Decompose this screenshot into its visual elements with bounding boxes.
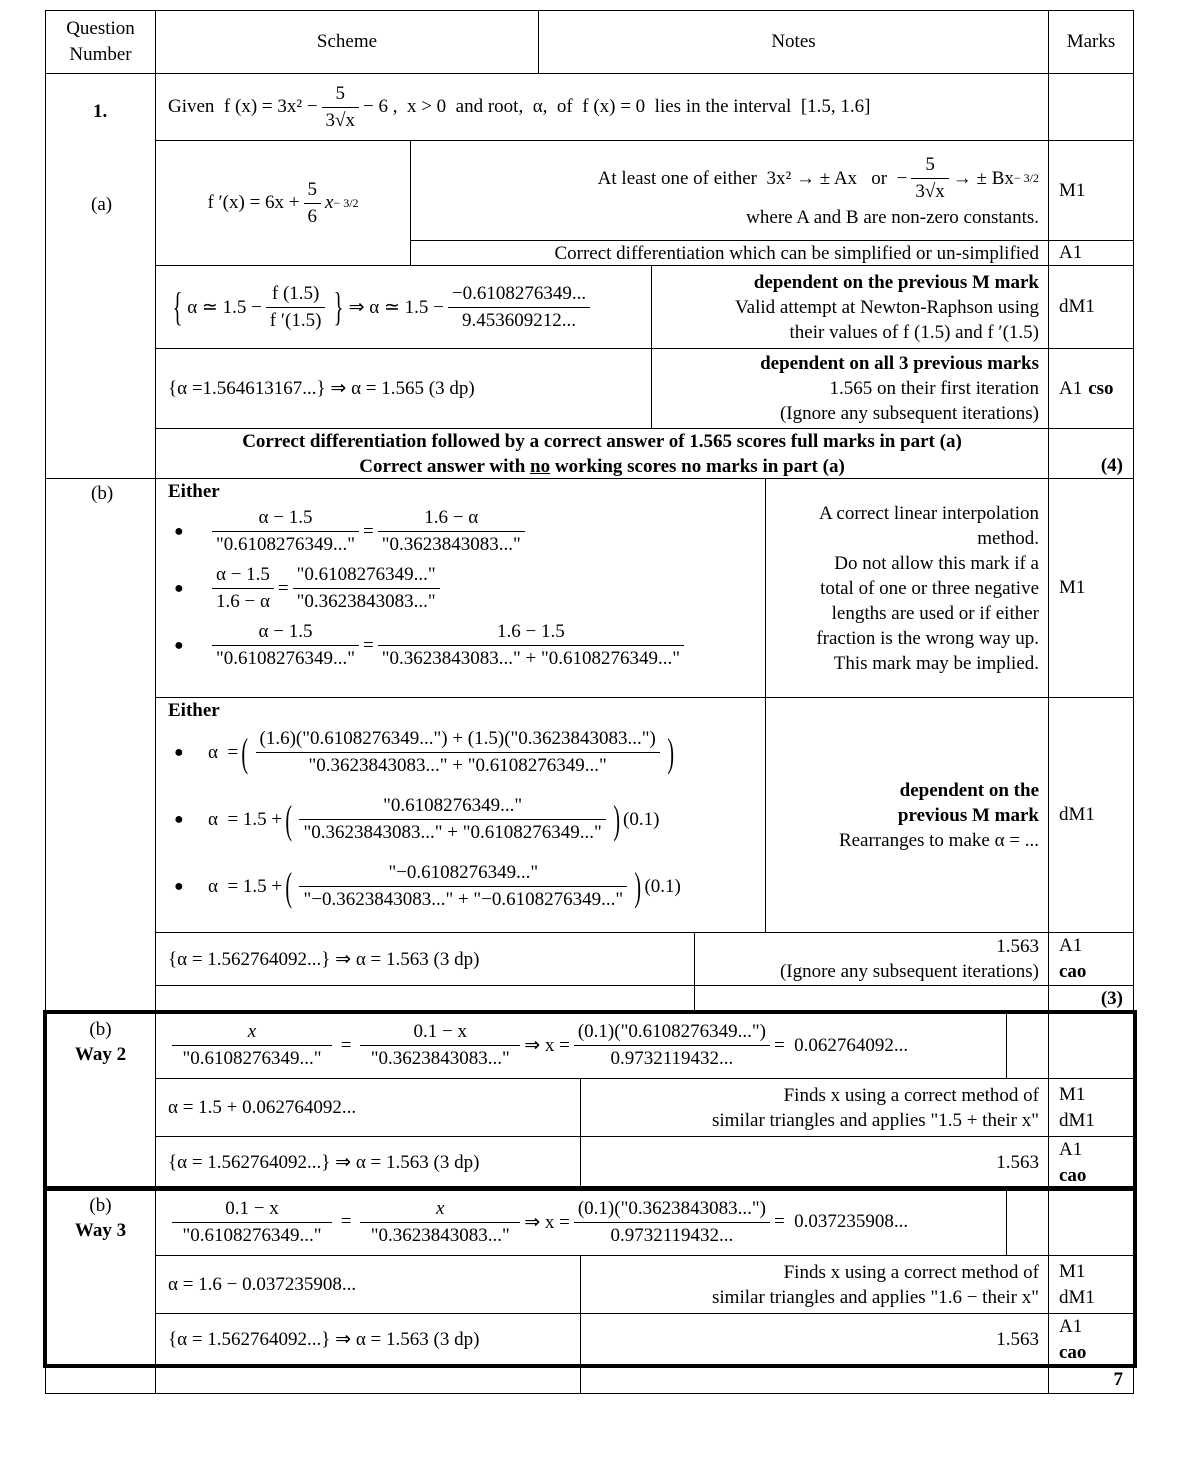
bullet-icon: ● xyxy=(174,579,184,597)
bullet-item xyxy=(168,562,765,615)
mark-cell xyxy=(1048,265,1134,349)
note-line2: where A and B are non-zero constants. xyxy=(746,206,1039,228)
suffix: (0.1) xyxy=(644,875,681,897)
part-b-label: (b) xyxy=(91,483,114,504)
given-statement xyxy=(155,73,1049,141)
mark-cell xyxy=(1048,1078,1134,1137)
numerator: (1.6)("0.6108276349...") + (1.5)("0.3623843083...") xyxy=(256,726,660,753)
empty-cell xyxy=(1006,1188,1049,1256)
numerator: x xyxy=(360,1196,520,1223)
numerator: α − 1.5 xyxy=(212,562,274,589)
fraction xyxy=(293,562,440,615)
numerator: α − 1.5 xyxy=(212,505,359,532)
left-paren: ( xyxy=(241,729,249,775)
operator: = xyxy=(363,520,374,542)
fraction xyxy=(360,1196,520,1249)
note-line: previous M mark xyxy=(897,804,1039,826)
mark-dm1: dM1 xyxy=(1059,1286,1095,1308)
result: = 0.037235908... xyxy=(773,1211,909,1232)
denominator: "0.3623843083..." xyxy=(381,534,521,555)
mark-a1: A1 xyxy=(1059,935,1083,956)
denominator: 0.9732119432... xyxy=(610,1224,734,1246)
grand-total xyxy=(1048,1365,1134,1394)
bullet-icon: ● xyxy=(174,636,184,654)
mark-suffix: cao xyxy=(1059,1341,1087,1363)
denominator: 9.453609212... xyxy=(462,309,577,331)
a1-notes xyxy=(651,348,1049,429)
total-b: (3) xyxy=(1100,987,1123,1009)
dm1-notes xyxy=(651,265,1049,349)
fraction xyxy=(574,1019,770,1072)
note-line: 1.565 on their first iteration xyxy=(829,378,1039,399)
way2-label-cell xyxy=(45,1012,156,1189)
note-line: 1.563 xyxy=(996,1152,1039,1173)
denominator: "0.3623843083..." xyxy=(296,591,436,612)
fraction xyxy=(360,1019,520,1072)
denominator: "0.6108276349..." xyxy=(182,1224,322,1246)
part-a-summary xyxy=(155,428,1049,479)
denominator: 1.6 − α xyxy=(216,591,270,612)
summary-line2 xyxy=(359,454,845,479)
mark-cell xyxy=(1048,932,1134,986)
nr-fraction-1 xyxy=(266,281,326,334)
fraction xyxy=(212,562,274,615)
mark-dm1: dM1 xyxy=(1059,296,1095,317)
nr-mid: ⇒ α ≃ 1.5 − xyxy=(348,296,444,318)
fraction xyxy=(299,793,605,846)
note-line: similar triangles and applies "1.6 − their x" xyxy=(712,1286,1039,1308)
mark-cell xyxy=(1048,1136,1134,1189)
grand-total-value: 7 xyxy=(1113,1368,1123,1390)
way2-notes xyxy=(580,1078,1049,1137)
mark-a1: A1 xyxy=(1059,377,1083,399)
mark-dm1: dM1 xyxy=(1059,1109,1095,1131)
denominator: "0.6108276349..." xyxy=(182,1048,322,1069)
fraction xyxy=(574,1196,770,1249)
nr-pre: α ≃ 1.5 − xyxy=(187,296,262,318)
numerator: 5 xyxy=(322,81,359,108)
mark-cell xyxy=(1048,240,1134,266)
note-line: Rearranges to make α = ... xyxy=(838,829,1039,851)
empty-cell xyxy=(1048,1012,1134,1079)
total-a: (4) xyxy=(1100,455,1123,476)
header-question-line2: Number xyxy=(69,44,132,65)
numerator: "−0.6108276349..." xyxy=(299,860,627,887)
mark-dm1: dM1 xyxy=(1059,804,1095,825)
header-question-line1: Question xyxy=(66,18,135,39)
fraction xyxy=(212,505,359,558)
numerator: (0.1)("0.6108276349...") xyxy=(574,1019,770,1046)
bullet-icon: ● xyxy=(174,877,184,895)
question-cell-a xyxy=(45,73,156,479)
operator: = xyxy=(277,577,289,599)
denominator: "0.3623843083..." xyxy=(370,1048,510,1069)
mark-m1: M1 xyxy=(1059,1260,1086,1282)
nr-fraction-2 xyxy=(448,281,590,334)
answer-text: {α =1.564613167...} ⇒ α = 1.565 (3 dp) xyxy=(168,378,475,399)
note-line: Valid attempt at Newton-Raphson using xyxy=(735,296,1039,318)
a1-note xyxy=(410,240,1049,266)
fraction xyxy=(299,860,627,913)
note-line: method. xyxy=(977,527,1039,549)
empty-cell xyxy=(1006,1012,1049,1079)
rearrange-notes xyxy=(765,697,1049,933)
marks-empty xyxy=(1048,73,1134,141)
mark-m1: M1 xyxy=(1059,1083,1086,1105)
scheme-text: α = 1.5 + 0.062764092... xyxy=(168,1096,357,1118)
bullet-icon: ● xyxy=(174,810,184,828)
empty-cell xyxy=(580,1365,1049,1394)
part-label: (b) xyxy=(89,1195,112,1216)
note-post: → ± Bx xyxy=(952,167,1014,189)
denominator: "0.6108276349..." xyxy=(216,648,356,669)
note-line: A correct linear interpolation xyxy=(819,502,1039,524)
numerator: 5 xyxy=(304,177,322,204)
note-line: 1.563 xyxy=(996,1329,1039,1350)
way3-equation xyxy=(155,1188,1007,1256)
numerator: 1.6 − 1.5 xyxy=(378,619,684,646)
header-scheme: Scheme xyxy=(155,10,539,74)
answer-scheme xyxy=(155,932,695,986)
note-line: (Ignore any subsequent iterations) xyxy=(779,961,1039,982)
way3-answer-note xyxy=(580,1313,1049,1366)
note-pre: At least one of either 3x² → ± Ax or − xyxy=(597,167,908,189)
way3-notes xyxy=(580,1255,1049,1314)
derivative-fraction xyxy=(304,177,322,230)
denominator: "0.6108276349..." xyxy=(216,534,356,555)
numerator: −0.6108276349... xyxy=(448,281,590,308)
fraction xyxy=(172,1196,332,1249)
answer-scheme xyxy=(155,348,652,429)
fraction xyxy=(212,619,359,672)
mark-a1: A1 xyxy=(1059,242,1083,263)
part-label: (b) xyxy=(89,1019,112,1040)
bullet-item xyxy=(168,726,765,779)
fraction xyxy=(172,1019,332,1072)
numerator: α − 1.5 xyxy=(212,619,359,646)
mark-m1: M1 xyxy=(1059,577,1086,598)
denominator: "0.3623843083..." xyxy=(370,1224,510,1246)
equals: = xyxy=(336,1211,357,1232)
way3-answer xyxy=(155,1313,581,1366)
numerator: "0.6108276349..." xyxy=(299,793,605,820)
way2-alpha xyxy=(155,1078,581,1137)
bullet-item xyxy=(168,619,765,672)
numerator: 0.1 − x xyxy=(172,1196,332,1223)
way2-answer-note xyxy=(580,1136,1049,1189)
numerator: "0.6108276349..." xyxy=(293,562,440,589)
right-brace: } xyxy=(334,284,344,329)
numerator: x xyxy=(172,1019,332,1046)
note-line: fraction is the wrong way up. xyxy=(816,627,1039,649)
empty-cell xyxy=(45,1365,156,1394)
mark-cell xyxy=(1048,1255,1134,1314)
exponent: − 3/2 xyxy=(333,195,359,210)
denominator: 3√x xyxy=(325,109,355,131)
numerator: (0.1)("0.3623843083...") xyxy=(574,1196,770,1223)
note-line: Finds x using a correct method of xyxy=(783,1261,1039,1283)
implies: ⇒ x = xyxy=(524,1211,570,1233)
note-line: dependent on the previous M mark xyxy=(753,271,1039,293)
fraction xyxy=(378,505,525,558)
bullet-item xyxy=(168,793,765,846)
either-heading: Either xyxy=(168,700,220,721)
mark-a1: A1 xyxy=(1059,1138,1083,1160)
mark-cell xyxy=(1048,697,1134,933)
denominator: 6 xyxy=(307,205,318,227)
derivative-scheme xyxy=(155,140,411,266)
mark-suffix: cso xyxy=(1088,377,1114,399)
note-line: dependent on the xyxy=(899,779,1039,801)
way2-answer xyxy=(155,1136,581,1189)
header-marks: Marks xyxy=(1048,10,1134,74)
rearrange-scheme xyxy=(155,697,766,933)
note-line: similar triangles and applies "1.5 + their x" xyxy=(712,1109,1039,1131)
note-line: Do not allow this mark if a xyxy=(834,552,1039,574)
given-post: − 6 , x > 0 and root, α, of f (x) = 0 lies in the interval [1.5, 1.6] xyxy=(362,96,871,117)
a1-note-text: Correct differentiation which can be simplified or un-simplified xyxy=(554,242,1039,264)
mark-m1: M1 xyxy=(1059,179,1086,201)
left-paren: ( xyxy=(285,863,293,909)
way3-label-cell xyxy=(45,1188,156,1366)
numerator: 0.1 − x xyxy=(360,1019,520,1046)
right-paren: ) xyxy=(667,729,674,775)
note-line: dependent on all 3 previous marks xyxy=(760,353,1039,374)
newton-raphson-scheme xyxy=(155,265,652,349)
bullet-item xyxy=(168,860,765,913)
empty-cell xyxy=(694,985,1049,1012)
mark-cell xyxy=(1048,1313,1134,1366)
denominator: 0.9732119432... xyxy=(610,1048,734,1069)
right-paren: ) xyxy=(613,796,620,842)
mark-a1: A1 xyxy=(1059,1315,1083,1337)
left-paren: ( xyxy=(285,796,293,842)
bullet-item xyxy=(168,505,765,558)
way-label: Way 3 xyxy=(74,1220,127,1241)
way3-alpha xyxy=(155,1255,581,1314)
bullet-icon: ● xyxy=(174,522,184,540)
note-line: total of one or three negative xyxy=(820,577,1039,599)
equals: = xyxy=(336,1034,357,1056)
note-line: Finds x using a correct method of xyxy=(783,1084,1039,1106)
part-a-total xyxy=(1048,428,1134,479)
answer-text: {α = 1.562764092...} ⇒ α = 1.563 (3 dp) xyxy=(168,1152,480,1173)
numerator: f (1.5) xyxy=(266,281,326,308)
note-line: lengths are used or if either xyxy=(831,602,1039,624)
answer-text: {α = 1.562764092...} ⇒ α = 1.563 (3 dp) xyxy=(168,1329,480,1350)
fraction xyxy=(256,726,660,779)
denominator: "−0.3623843083..." + "−0.6108276349..." xyxy=(303,889,624,910)
derivative-lhs: f ′(x) = 6x + xyxy=(207,192,300,213)
empty-cell xyxy=(1048,1188,1134,1256)
bullet-icon: ● xyxy=(174,743,184,761)
numerator: 1.6 − α xyxy=(378,505,525,532)
note-line: (Ignore any subsequent iterations) xyxy=(779,403,1039,424)
interpolation-scheme xyxy=(155,478,766,698)
denominator: "0.3623843083..." + "0.6108276349..." xyxy=(381,648,680,669)
summary-line2-pre: Correct answer with xyxy=(359,455,531,477)
mark-cell xyxy=(1048,140,1134,241)
right-paren: ) xyxy=(634,863,642,909)
prefix: α = 1.5 + xyxy=(208,808,283,830)
note-line: 1.563 xyxy=(996,936,1039,957)
fraction xyxy=(378,619,684,672)
given-fraction xyxy=(322,81,359,134)
question-number: 1. xyxy=(93,101,108,122)
header-notes: Notes xyxy=(538,10,1049,74)
note-line: their values of f (1.5) and f ′(1.5) xyxy=(789,321,1039,343)
scheme-text: α = 1.6 − 0.037235908... xyxy=(168,1273,357,1295)
note-line: This mark may be implied. xyxy=(833,652,1039,674)
suffix: (0.1) xyxy=(623,808,660,830)
mark-cell xyxy=(1048,478,1134,698)
operator: = xyxy=(363,634,374,656)
a1-notes xyxy=(694,932,1049,986)
either-heading: Either xyxy=(168,481,220,502)
summary-line1: Correct differentiation followed by a correct answer of 1.565 scores full marks in part (a) xyxy=(242,430,962,452)
way2-equation xyxy=(155,1012,1007,1079)
m1-notes xyxy=(410,140,1049,241)
numerator: 5 xyxy=(911,152,948,179)
summary-line2-post: working scores no marks in part (a) xyxy=(550,455,845,477)
interpolation-notes xyxy=(765,478,1049,698)
part-a-label: (a) xyxy=(91,194,113,215)
question-cell-b xyxy=(45,478,156,1012)
mark-suffix: cao xyxy=(1059,961,1087,982)
denominator: f ′(1.5) xyxy=(269,309,322,331)
empty-cell xyxy=(155,1365,581,1394)
mark-cell xyxy=(1048,348,1134,429)
left-brace: { xyxy=(172,284,183,329)
implies: ⇒ x = xyxy=(524,1035,570,1056)
exponent: − 3/2 xyxy=(1013,170,1039,185)
header-question-number xyxy=(45,10,156,74)
result: = 0.062764092... xyxy=(773,1034,909,1056)
mark-suffix: cao xyxy=(1059,1164,1087,1186)
denominator: 3√x xyxy=(915,180,945,202)
way-label: Way 2 xyxy=(74,1044,127,1065)
prefix: α = xyxy=(208,741,239,763)
denominator: "0.3623843083..." + "0.6108276349..." xyxy=(308,755,607,776)
summary-underline: no xyxy=(530,455,551,477)
given-pre: Given f (x) = 3x² − xyxy=(168,96,318,117)
empty-cell xyxy=(155,985,695,1012)
prefix: α = 1.5 + xyxy=(208,875,283,897)
variable-x: x xyxy=(325,192,334,213)
part-b-total xyxy=(1048,985,1134,1012)
denominator: "0.3623843083..." + "0.6108276349..." xyxy=(303,822,602,843)
answer-text: {α = 1.562764092...} ⇒ α = 1.563 (3 dp) xyxy=(168,948,480,970)
note-fraction xyxy=(911,152,948,205)
